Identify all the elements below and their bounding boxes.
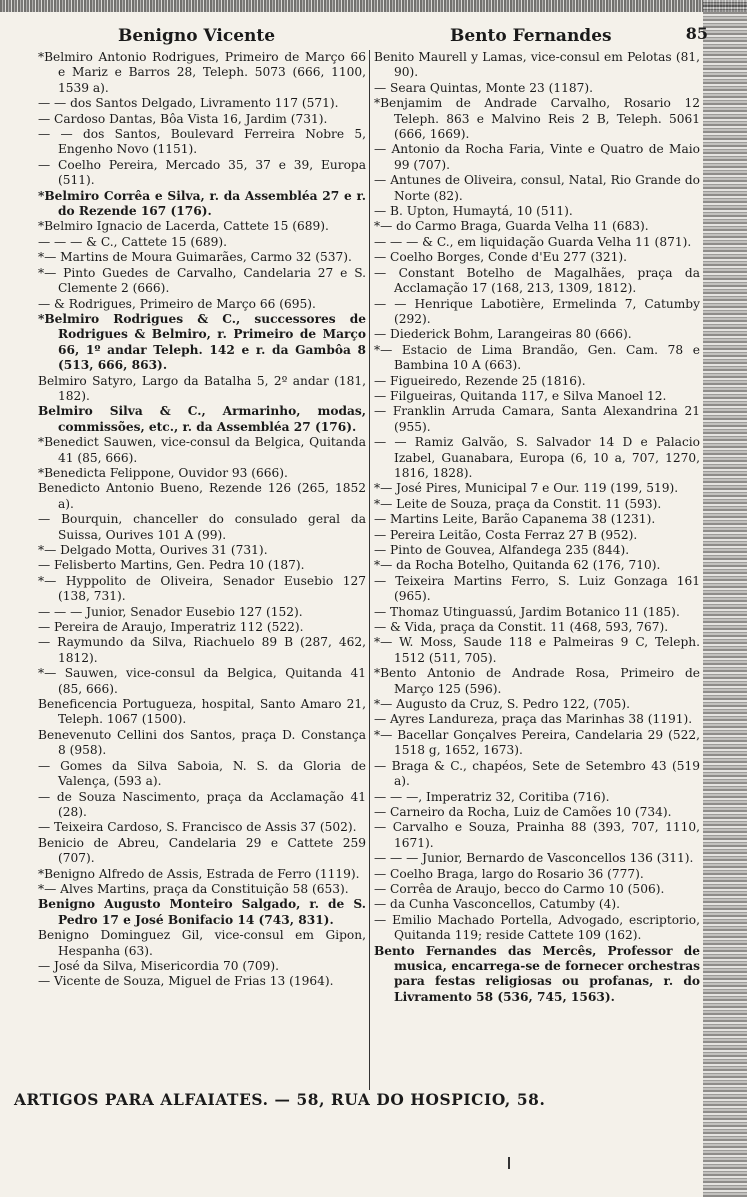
directory-entry: — Antunes de Oliveira, consul, Natal, Rio Grande do Norte (82). bbox=[374, 173, 700, 203]
directory-entry: — Figueiredo, Rezende 25 (1816). bbox=[374, 373, 586, 388]
directory-entry: — Carvalho e Souza, Prainha 88 (393, 707, 1110, 1671). bbox=[374, 820, 700, 850]
directory-entry: Bento Fernandes das Mercês, Professor de musica, encarrega-se de fornecer orchestras para festas religiosas ou profanas, r. do Livramento 58 (536, 745, 1563). bbox=[374, 943, 700, 1004]
directory-entry: — Vicente de Souza, Miguel de Frias 13 (1964). bbox=[38, 974, 334, 989]
directory-entry: — Filgueiras, Quitanda 117, e Silva Manoel 12. bbox=[374, 388, 667, 403]
directory-entry: *— Estacio de Lima Brandão, Gen. Cam. 78 e Bambina 10 A (663). bbox=[374, 342, 700, 373]
running-header-right: Bento Fernandes bbox=[450, 26, 612, 46]
directory-entry: — Coelho Pereira, Mercado 35, 37 e 39, Europa (511). bbox=[38, 157, 366, 188]
directory-entry: Benito Maurell y Lamas, vice-consul em Pelotas (81, 90). bbox=[374, 50, 700, 80]
directory-entry: *— Alves Martins, praça da Constituição 58 (653). bbox=[38, 881, 349, 896]
directory-entry: *— W. Moss, Saude 118 e Palmeiras 9 C, Teleph. 1512 (511, 705). bbox=[374, 635, 700, 665]
scan-noise-right-edge bbox=[703, 0, 747, 1197]
directory-entry: Benigno Dominguez Gil, vice-consul em Gipon, Hespanha (63). bbox=[38, 928, 366, 958]
directory-entry: — Teixeira Cardoso, S. Francisco de Assis 37 (502). bbox=[38, 820, 357, 835]
directory-entry: Benigno Augusto Monteiro Salgado, r. de S. Pedro 17 e José Bonifacio 14 (743, 831). bbox=[38, 897, 366, 927]
directory-entry: Beneficencia Portugueza, hospital, Santo Amaro 21, Teleph. 1067 (1500). bbox=[38, 697, 366, 727]
directory-entry: — Teixeira Martins Ferro, S. Luiz Gonzaga 161 (965). bbox=[374, 573, 700, 604]
directory-entry: — Braga & C., chapéos, Sete de Setembro 43 (519 a). bbox=[374, 758, 700, 789]
directory-entry: — José da Silva, Misericordia 70 (709). bbox=[38, 958, 280, 973]
directory-entry: — — — Junior, Bernardo de Vasconcellos 136 (311). bbox=[374, 851, 694, 866]
directory-entry: — Ayres Landureza, praça das Marinhas 38 (1191). bbox=[374, 712, 693, 727]
directory-entry: *— Pinto Guedes de Carvalho, Candelaria 27 e S. Clemente 2 (666). bbox=[38, 265, 366, 296]
page-number: 85 bbox=[685, 24, 708, 43]
directory-entry: — Seara Quintas, Monte 23 (1187). bbox=[374, 80, 594, 95]
directory-entry: — Coelho Braga, largo do Rosario 36 (777). bbox=[374, 866, 644, 881]
directory-entry: — Martins Leite, Barão Capanema 38 (1231). bbox=[374, 512, 656, 527]
column-divider bbox=[369, 50, 370, 1090]
directory-entry: *Belmiro Antonio Rodrigues, Primeiro de Março 66 e Mariz e Barros 28, Teleph. 5073 (666, 1100, 1539 a). bbox=[38, 50, 366, 95]
running-header-left: Benigno Vicente bbox=[118, 26, 276, 46]
directory-entry: — Pereira Leitão, Costa Ferraz 27 B (952). bbox=[374, 527, 638, 542]
directory-entry: — Felisberto Martins, Gen. Pedra 10 (187). bbox=[38, 558, 305, 573]
directory-entry: *Benigno Alfredo de Assis, Estrada de Ferro (1119). bbox=[38, 866, 360, 881]
directory-entry: — Franklin Arruda Camara, Santa Alexandrina 21 (955). bbox=[374, 404, 700, 434]
directory-entry: Benicio de Abreu, Candelaria 29 e Cattete 259 (707). bbox=[38, 835, 366, 866]
directory-entry: — Constant Botelho de Magalhães, praça da Acclamação 17 (168, 213, 1309, 1812). bbox=[374, 265, 700, 296]
directory-entry: *Benedicta Felippone, Ouvidor 93 (666). bbox=[38, 465, 288, 480]
directory-entry: *Belmiro Ignacio de Lacerda, Cattete 15 (689). bbox=[38, 219, 329, 234]
directory-entry: — — —, Imperatriz 32, Coritiba (716). bbox=[374, 789, 610, 804]
bottom-mark bbox=[508, 1157, 510, 1169]
directory-entry: *— do Carmo Braga, Guarda Velha 11 (683). bbox=[374, 219, 649, 234]
directory-entry: — Pinto de Gouvea, Alfandega 235 (844). bbox=[374, 543, 630, 557]
directory-entry: *Belmiro Corrêa e Silva, r. da Assembléa 27 e r. do Rezende 167 (176). bbox=[38, 188, 366, 219]
directory-entry: — Gomes da Silva Saboia, N. S. da Gloria de Valença, (593 a). bbox=[38, 758, 366, 789]
directory-entry: *Bento Antonio de Andrade Rosa, Primeiro de Março 125 (596). bbox=[374, 666, 700, 696]
directory-entry: — Coelho Borges, Conde d'Eu 277 (321). bbox=[374, 250, 627, 265]
right-column bbox=[374, 50, 700, 1005]
directory-entry: Belmiro Satyro, Largo da Batalha 5, 2º andar (181, 182). bbox=[38, 373, 366, 403]
directory-entry: — — dos Santos, Boulevard Ferreira Nobre 5, Engenho Novo (1151). bbox=[38, 127, 366, 157]
directory-entry: *— da Rocha Botelho, Quitanda 62 (176, 710). bbox=[374, 558, 661, 573]
directory-entry: — Thomaz Utinguassú, Jardim Botanico 11 (185). bbox=[374, 604, 680, 619]
directory-entry: *Benedict Sauwen, vice-consul da Belgica, Quitanda 41 (85, 666). bbox=[38, 435, 366, 465]
directory-entry: — Raymundo da Silva, Riachuelo 89 B (287, 462, 1812). bbox=[38, 635, 366, 665]
directory-entry: *— Hyppolito de Oliveira, Senador Eusebio 127 (138, 731). bbox=[38, 573, 366, 604]
directory-entry: — — — Junior, Senador Eusebio 127 (152). bbox=[38, 604, 303, 619]
directory-entry: *— Sauwen, vice-consul da Belgica, Quitanda 41 (85, 666). bbox=[38, 666, 366, 696]
directory-entry: — Emilio Machado Portella, Advogado, escriptorio, Quitanda 119; reside Cattete 109 (162). bbox=[374, 912, 700, 943]
directory-entry: — — Ramiz Galvão, S. Salvador 14 D e Palacio Izabel, Guanabara, Europa (6, 10 a, 707, 1270, 1816, 1828). bbox=[374, 435, 700, 480]
directory-entry: *— Delgado Motta, Ourives 31 (731). bbox=[38, 543, 268, 557]
directory-entry: *— Bacellar Gonçalves Pereira, Candelaria 29 (522, 1518 g, 1652, 1673). bbox=[374, 727, 700, 758]
directory-entry: — — Henrique Labotière, Ermelinda 7, Catumby (292). bbox=[374, 296, 700, 326]
directory-entry: Benedicto Antonio Bueno, Rezende 126 (265, 1852 a). bbox=[38, 481, 366, 511]
directory-entry: — & Vida, praça da Constit. 11 (468, 593, 767). bbox=[374, 620, 669, 635]
directory-entry: *— Augusto da Cruz, S. Pedro 122, (705). bbox=[374, 697, 630, 712]
directory-entry: — & Rodrigues, Primeiro de Março 66 (695). bbox=[38, 296, 316, 311]
directory-entry: Benevenuto Cellini dos Santos, praça D. Constança 8 (958). bbox=[38, 727, 366, 758]
directory-entry: — Corrêa de Araujo, becco do Carmo 10 (506). bbox=[374, 881, 665, 896]
directory-entry: — B. Upton, Humaytá, 10 (511). bbox=[374, 204, 573, 219]
directory-entry: — Pereira de Araujo, Imperatriz 112 (522). bbox=[38, 620, 304, 635]
directory-entry: *Belmiro Rodrigues & C., successores de Rodrigues & Belmiro, r. Primeiro de Março 66, 1º andar Teleph. 142 e r. da Gambôa 8 (513, 666, 863). bbox=[38, 311, 366, 373]
directory-entry: — — — & C., em liquidação Guarda Velha 11 (871). bbox=[374, 234, 692, 249]
directory-entry: — — — & C., Cattete 15 (689). bbox=[38, 234, 228, 249]
directory-entry: — — dos Santos Delgado, Livramento 117 (571). bbox=[38, 96, 339, 111]
directory-entry: — da Cunha Vasconcellos, Catumby (4). bbox=[374, 897, 620, 912]
directory-entry: *— Leite de Souza, praça da Constit. 11 (593). bbox=[374, 496, 662, 511]
directory-entry: — Antonio da Rocha Faria, Vinte e Quatro de Maio 99 (707). bbox=[374, 142, 700, 172]
left-column bbox=[38, 50, 366, 990]
directory-entry: — Cardoso Dantas, Bôa Vista 16, Jardim (731). bbox=[38, 111, 328, 126]
directory-entry: — Carneiro da Rocha, Luiz de Camões 10 (734). bbox=[374, 804, 672, 819]
directory-entry: Belmiro Silva & C., Armarinho, modas, commissões, etc., r. da Assembléa 27 (176). bbox=[38, 404, 366, 434]
directory-entry: *— Martins de Moura Guimarães, Carmo 32 (537). bbox=[38, 250, 352, 265]
footer-advertisement: ARTIGOS PARA ALFAIATES. — 58, RUA DO HOSPICIO, 58. bbox=[14, 1091, 546, 1109]
directory-entry: — de Souza Nascimento, praça da Acclamação 41 (28). bbox=[38, 789, 366, 819]
scan-noise-top bbox=[0, 0, 747, 12]
directory-entry: — Bourquin, chanceller do consulado geral da Suissa, Ourives 101 A (99). bbox=[38, 512, 366, 542]
directory-entry: *— José Pires, Municipal 7 e Our. 119 (199, 519). bbox=[374, 481, 679, 496]
directory-entry: — Diederick Bohm, Larangeiras 80 (666). bbox=[374, 327, 632, 342]
directory-entry: *Benjamim de Andrade Carvalho, Rosario 12 Teleph. 863 e Malvino Reis 2 B, Teleph. 5061 (666, 1669). bbox=[374, 96, 700, 142]
